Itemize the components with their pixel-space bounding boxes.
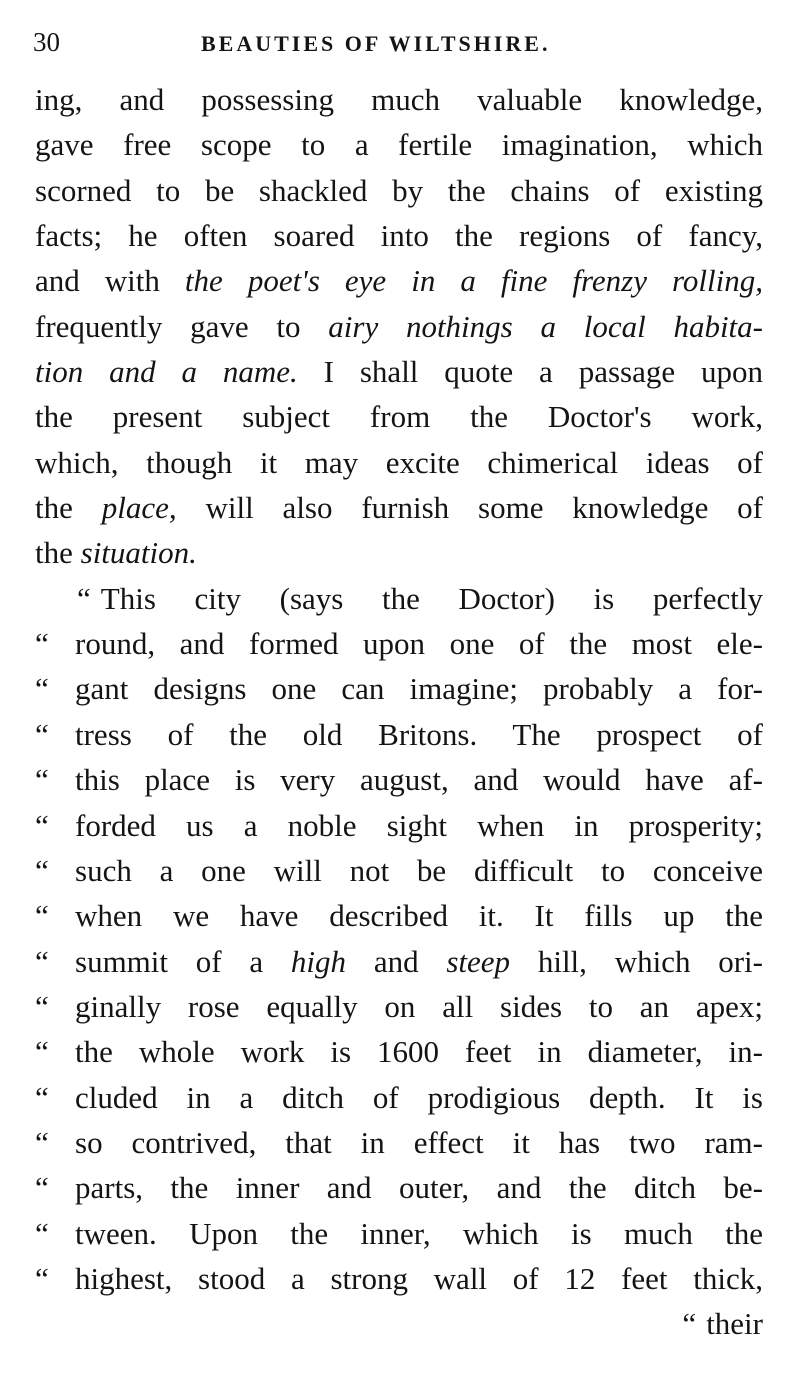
text-span: highest, stood a strong wall of 12 feet thick, <box>75 1260 763 1296</box>
text-span: when we have described it. It fills up the <box>75 898 763 934</box>
quote-line <box>35 621 763 666</box>
quote-mark: “ <box>35 671 49 707</box>
text-span: tween. Upon the inner, which is much the <box>75 1215 763 1251</box>
page-header <box>33 22 763 62</box>
quote-line <box>35 1075 763 1120</box>
quote-line <box>35 893 763 938</box>
quote-line <box>35 1211 763 1256</box>
quote-line <box>35 712 763 757</box>
quote-line <box>35 803 763 848</box>
text-line: the present subject from the Doctor's work, <box>35 399 763 435</box>
body-text <box>35 77 763 1347</box>
quote-mark: “ <box>35 762 49 798</box>
text-span: this place is very august, and would have af- <box>75 762 763 798</box>
quote-line <box>35 939 763 984</box>
text-span: round, and formed upon one of the most ele- <box>75 626 763 662</box>
quote-mark: “ <box>35 988 49 1024</box>
text-span: such a one will not be difficult to conceive <box>75 852 763 888</box>
quote-mark: “ <box>35 1215 49 1251</box>
text-line <box>35 485 763 530</box>
italic-word: steep <box>446 943 511 979</box>
quote-mark: “ <box>35 1034 49 1070</box>
text-line: scorned to be shackled by the chains of existing <box>35 172 763 208</box>
text-span: This city (says the Doctor) is perfectly <box>100 580 763 616</box>
text-line: gave free scope to a fertile imagination, which <box>35 127 763 163</box>
quote-mark: “ <box>77 580 91 616</box>
quote-line <box>35 1256 763 1301</box>
text-line: which, though it may excite chimerical ideas of <box>35 444 763 480</box>
text-span: summit of a <box>75 943 291 979</box>
text-span: frequently gave to <box>35 308 329 344</box>
quote-mark: “ <box>35 1170 49 1206</box>
text-span: hill, which ori- <box>510 943 763 979</box>
text-span: forded us a noble sight when in prosperity; <box>75 807 763 843</box>
quote-mark: “ <box>35 898 49 934</box>
text-line <box>35 304 763 349</box>
quote-mark: “ <box>35 943 49 979</box>
quote-line <box>35 666 763 711</box>
text-span: gant designs one can imagine; probably a for- <box>75 671 763 707</box>
text-span: ginally rose equally on all sides to an apex; <box>75 988 763 1024</box>
text-line <box>35 258 763 303</box>
page-number: 30 <box>33 27 60 57</box>
quote-mark: “ <box>35 1079 49 1115</box>
text-span: tress of the old Britons. The prospect of <box>75 716 763 752</box>
italic-word: high <box>290 943 347 979</box>
quote-mark: “ <box>35 1124 49 1160</box>
text-span: so contrived, that in effect it has two ram- <box>75 1124 763 1160</box>
running-title: BEAUTIES OF WILTSHIRE. <box>201 31 551 56</box>
quote-mark: “ <box>682 1306 697 1342</box>
quote-mark: “ <box>35 626 49 662</box>
quote-mark: “ <box>35 852 49 888</box>
text-span: and with <box>35 263 185 299</box>
text-line: facts; he often soared into the regions of fancy, <box>35 218 763 254</box>
text-span: I shall quote a passage upon <box>297 354 763 390</box>
quote-line <box>35 1120 763 1165</box>
text-span: cluded in a ditch of prodigious depth. It is <box>75 1079 763 1115</box>
quote-line <box>35 984 763 1029</box>
catchword: their <box>706 1306 763 1342</box>
text-line: ing, and possessing much valuable knowledge, <box>35 82 763 117</box>
quote-line <box>35 1029 763 1074</box>
text-line <box>35 530 763 575</box>
quote-line <box>35 576 763 621</box>
quote-mark: “ <box>35 807 49 843</box>
italic-quotation: airy nothings a local habita- <box>328 308 763 344</box>
italic-quotation: tion and a name. <box>35 354 298 390</box>
italic-word: situation. <box>80 535 197 571</box>
text-span: the <box>35 490 102 526</box>
quote-mark: “ <box>35 1260 49 1296</box>
text-line <box>35 349 763 394</box>
quote-line <box>35 848 763 893</box>
italic-word: place, <box>101 490 177 526</box>
text-span: will also furnish some knowledge of <box>176 490 764 526</box>
quote-line <box>35 1165 763 1210</box>
quote-line <box>35 757 763 802</box>
text-span: and <box>346 943 447 979</box>
catchword-line <box>35 1301 763 1346</box>
text-span: the <box>35 535 81 571</box>
text-span: the whole work is 1600 feet in diameter, in- <box>75 1034 763 1070</box>
text-span: parts, the inner and outer, and the ditch be- <box>75 1170 763 1206</box>
quote-mark: “ <box>35 716 49 752</box>
italic-quotation: the poet's eye in a fine frenzy rolling, <box>184 263 763 299</box>
